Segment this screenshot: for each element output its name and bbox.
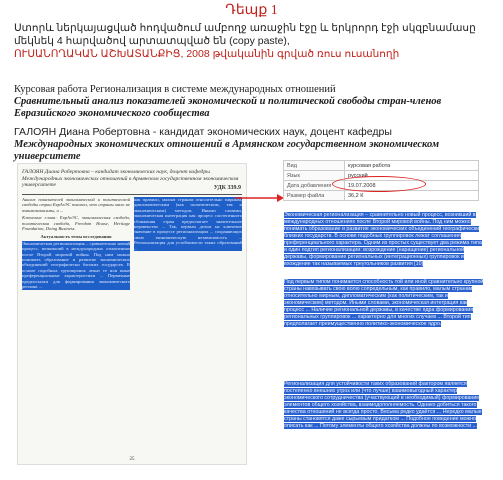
highlighted-text-block <box>284 279 484 328</box>
article-left-column <box>22 197 130 290</box>
date-highlight-circle <box>332 176 426 192</box>
table-key: Вид <box>284 161 345 171</box>
section-heading: Актуальность темы исследования <box>40 234 112 240</box>
intro-line: Ստորև ներկայացված հոդվածում ամբողջ առաջին էջը և երկրորդ էջի սկզբնամասը <box>14 22 476 34</box>
highlighted-text-block <box>284 381 484 430</box>
course-title: Курсовая работа Регионализация в системе международных отношений <box>14 84 336 95</box>
highlighted-text-block <box>284 212 484 268</box>
table-value: 36,2 К <box>345 191 479 201</box>
udk-code: УДК 339.9 <box>213 185 241 191</box>
case-intro <box>14 22 494 61</box>
table-key: Размер файла <box>284 191 345 201</box>
table-key: Язык <box>284 171 345 181</box>
author-info <box>14 126 499 164</box>
table-value: 19.07.2008 <box>345 181 479 191</box>
author-affiliation: Международных экономических отношений в Армянском государственном экономическом университете <box>14 138 440 162</box>
article-author-header: ГАЛОЯН Диана Робертовна – кандидат экономических наук, доцент кафедры Международных экономических отношений в Армянском государственном экономическом университете <box>22 169 239 189</box>
divider <box>22 194 242 195</box>
arrow-icon <box>233 193 285 203</box>
article-keywords: Ключевые слова: ЕврАзЭС, экономическая свобода, политическая свобода, Freedom House, Heritage Foundation, Doing Business. <box>22 215 130 232</box>
table-row <box>284 191 479 201</box>
highlighted-paragraph: как правило, малым странам относительно мирным, дипломатическим (как политическим, так и экономическим) методом. Иными словами, экономическая интеграция как процесс постепенного сближения стран предполагает значительное неравенство ... Так, первым делом на ключевое значение в процессе регионализации ... сохраняющих свою экономическую независимость ... Регионализация для устойчивости таких образований ... <box>134 197 242 251</box>
course-subtitle: Сравнительный анализ показателей экономической и политической свободы стран-членов <box>14 96 442 107</box>
highlighted-text: Экономическая регионализация – сравнительно новый процесс, возникший в международных отношениях после Второй мировой войны. Под ним можно понимать образование и развитие экономических объединений географически близких государств. В основе подобных группировок лежат соглашения преференциального характера. Одним из простых существует два режима типа и один подтип регионализации: возрождение (наращение) региональной державы, формирование региональных (интеграционных) группировок и вхождение так называемых треугольников развития [10] <box>284 212 482 267</box>
article-right-column <box>134 197 242 251</box>
table-value: русский <box>345 171 479 181</box>
highlighted-text: Регионализация для устойчивости таких образований фактором является постепенно внешних угроз или (что лучше) взаимовыгодный характер экономического сотрудничества (участвующий в необходимый) формирование элементов общего хозяйства, взаимодополняемость. Однако добиться такого качества отношений не всегда просто. Весьма редко удаётся ... Нередко малые страны становятся даже сырьевым придатком ... Подобное поведение можно описать как ... Потому элементы общего хозяйства должны по возможности ... <box>284 381 482 429</box>
intro-line-red: ՈՒՍԱՆՈՂԱԿԱՆ ԱՇԽԱՏԱՆՔԻՑ, 2008 թվականին գրված ռուս ուսանողի <box>14 48 400 60</box>
scanned-article-page <box>17 163 247 465</box>
page-number: 25 <box>129 457 135 462</box>
case-title: Դեպք 1 <box>225 3 278 18</box>
intro-line: մեկնեկ 4 հարվածով արտատպված են (copy paste), <box>14 35 290 47</box>
case-header <box>0 0 503 162</box>
table-value: курсовая работа <box>345 161 479 171</box>
table-key: Дата добавления <box>284 181 345 191</box>
table-row <box>284 161 479 171</box>
highlighted-text: Под первым типом понимается способность той или иной сравнительно крупной страны навязывать свою волю сопредельным, как правило, малым странам относительно мирным, дипломатическим (как политическим, так и экономическим) методом. Иными словами, экономическая интеграция как процесс ... Наличие региональной державы, в качестве ядра формирования региональных группировок ... характерно для многих случаев ... Второй тип предполагает преимущественно политико-экономическое ядро. <box>284 279 484 327</box>
author-name: ГАЛОЯН Диана Робертовна - кандидат экономических наук, доцент кафедры <box>14 126 392 138</box>
highlighted-paragraph: Экономическая регионализация – сравнительно новый процесс, возникший в международных отношениях после Второй мировой войны. Под ним можно понимать образование и развитие экономических объединений географически близких государств. В основе подобных группировок лежат те или иные преференциальные характеристики ... Первичные предпосылки для формирования экономического региона ... <box>22 240 130 290</box>
course-work-info <box>14 84 499 120</box>
course-subtitle-2: Евразийского экономического сообщества <box>14 108 210 119</box>
article-abstract: Анализ показателей экономической и политической свободы стран ЕврАзЭС показал, что страны мало не взаимозависимы, и ... <box>22 197 130 213</box>
